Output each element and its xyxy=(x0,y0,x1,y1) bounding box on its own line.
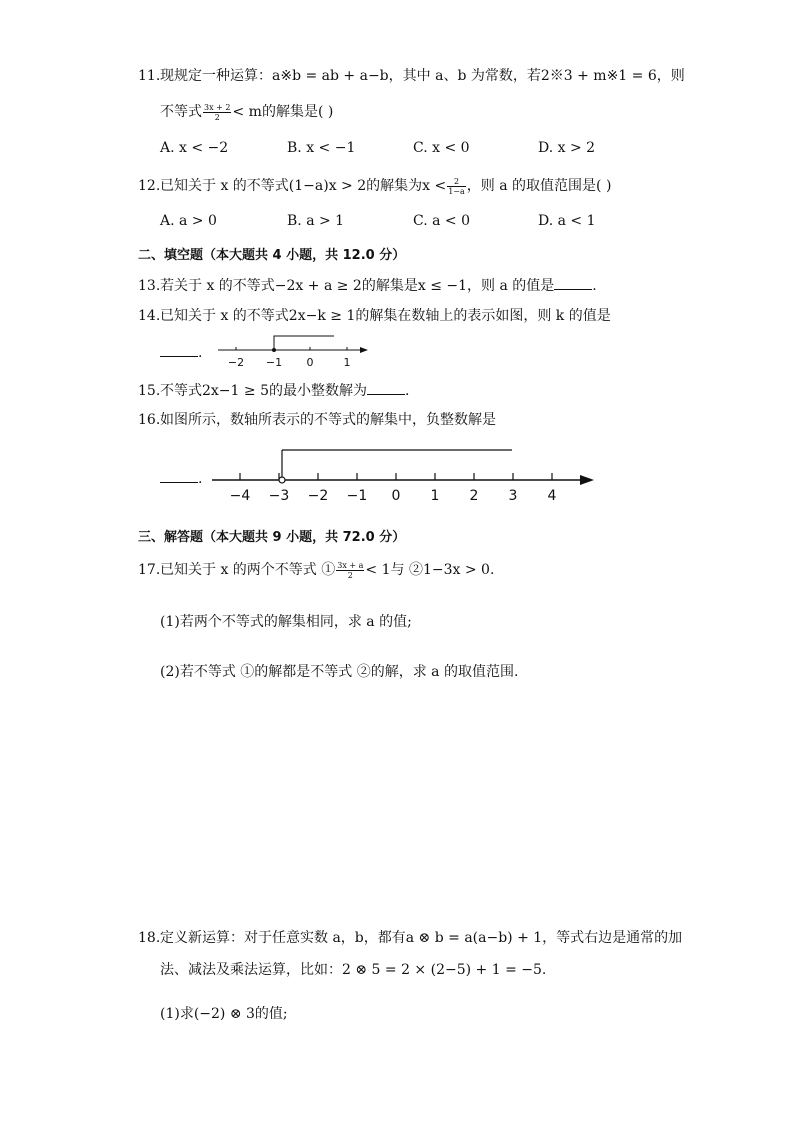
section-heading: 三、解答题（本大题共 9 小题，共 72.0 分） xyxy=(138,530,406,545)
question-text: 现规定一种运算：a※b = ab + a−b，其中 a、b 为常数，若2※3 + m※1 = 6，则 xyxy=(160,68,685,84)
tick-label: 0 xyxy=(391,488,401,504)
text-fragment: 不等式 xyxy=(160,104,202,120)
text-fragment: . xyxy=(198,471,203,487)
question-number: 17. xyxy=(138,562,161,578)
answer-blank[interactable] xyxy=(160,468,198,483)
numerator: 3x + a xyxy=(337,560,364,570)
number-line-large xyxy=(208,440,600,506)
question-text: 不等式2x−1 ≥ 5的最小整数解为 xyxy=(160,383,367,399)
option-c[interactable]: C. a < 0 xyxy=(413,213,470,229)
option-b[interactable]: B. x < −1 xyxy=(287,140,356,156)
question-number: 18. xyxy=(138,930,161,946)
question-number: 15. xyxy=(138,383,161,399)
option-b[interactable]: B. a > 1 xyxy=(287,213,345,229)
question-17 xyxy=(138,560,494,580)
question-14 xyxy=(138,306,611,326)
question-number: 11. xyxy=(138,68,161,84)
question-text: 已知关于 x 的不等式2x−k ≥ 1的解集在数轴上的表示如图，则 k 的值是 xyxy=(160,308,611,324)
question-text: 定义新运算：对于任意实数 a，b，都有a ⊗ b = a(a−b) + 1，等式右边是通常的加 xyxy=(160,930,683,946)
question-16 xyxy=(138,410,496,430)
axis-labels xyxy=(230,488,557,504)
tick-label: −3 xyxy=(268,488,290,504)
answer-blank[interactable] xyxy=(367,380,405,395)
text-fragment: . xyxy=(404,383,410,399)
tick-label: 0 xyxy=(306,356,314,369)
question-number: 16. xyxy=(138,412,161,428)
fraction xyxy=(203,103,231,122)
question-16-answer xyxy=(160,468,202,489)
tick-label: −2 xyxy=(307,488,329,504)
section-heading: 二、填空题（本大题共 4 小题，共 12.0 分） xyxy=(138,248,406,263)
arrow-head xyxy=(580,475,594,485)
text-fragment: 已知关于 x 的不等式(1−a)x > 2的解集为x < xyxy=(160,178,447,194)
option-d[interactable]: D. x > 2 xyxy=(538,140,596,156)
question-15 xyxy=(138,380,409,401)
question-17-part1: (1)若两个不等式的解集相同，求 a 的值; xyxy=(160,614,412,630)
denominator: 2 xyxy=(214,112,220,122)
arrow-head xyxy=(360,347,368,353)
tick-label: 1 xyxy=(343,356,351,369)
question-12 xyxy=(138,176,611,196)
question-18 xyxy=(138,928,682,948)
answer-blank[interactable] xyxy=(554,275,592,290)
numerator: 3x + 2 xyxy=(204,102,231,112)
question-number: 14. xyxy=(138,308,161,324)
option-d[interactable]: D. a < 1 xyxy=(538,213,596,229)
question-text: 如图所示，数轴所表示的不等式的解集中，负整数解是 xyxy=(160,412,496,428)
question-number: 13. xyxy=(138,278,161,294)
number-line-small xyxy=(210,330,380,372)
option-a[interactable]: A. x < −2 xyxy=(160,140,229,156)
question-13 xyxy=(138,275,597,296)
numerator: 2 xyxy=(447,177,466,187)
question-14-answer xyxy=(160,342,202,363)
text-fragment: . xyxy=(592,278,597,294)
option-c[interactable]: C. x < 0 xyxy=(413,140,470,156)
question-number: 12. xyxy=(138,178,161,194)
question-18-line2: 法、减法及乘法运算，比如：2 ⊗ 5 = 2 × (2−5) + 1 = −5. xyxy=(160,962,547,978)
question-18-part1: (1)求(−2) ⊗ 3的值; xyxy=(160,1006,288,1022)
denominator: 1−a xyxy=(448,186,465,196)
text-fragment: < 1与 ②1−3x > 0. xyxy=(365,562,495,578)
denominator: 2 xyxy=(347,570,353,580)
text-fragment: . xyxy=(198,345,203,361)
text-fragment: ，则 a 的取值范围是( ) xyxy=(466,178,612,194)
option-a[interactable]: A. a > 0 xyxy=(160,213,217,229)
text-fragment: 已知关于 x 的两个不等式 ① xyxy=(160,562,336,578)
open-point xyxy=(279,477,285,483)
tick-label: −4 xyxy=(229,488,251,504)
tick-label: 4 xyxy=(547,488,557,504)
question-11 xyxy=(138,66,685,86)
question-text: 若关于 x 的不等式−2x + a ≥ 2的解集是x ≤ −1，则 a 的值是 xyxy=(160,278,555,294)
text-fragment: < m的解集是( ) xyxy=(232,104,334,120)
tick-label: 3 xyxy=(508,488,518,504)
tick-label: −1 xyxy=(346,488,368,504)
fraction xyxy=(336,561,364,580)
fraction xyxy=(447,177,466,196)
tick-label: 2 xyxy=(469,488,479,504)
tick-label: −2 xyxy=(227,356,245,369)
tick-label: 1 xyxy=(430,488,440,504)
axis-ticks xyxy=(240,473,552,480)
question-11-line2 xyxy=(160,102,333,122)
question-17-part2: (2)若不等式 ①的解都是不等式 ②的解，求 a 的取值范围. xyxy=(160,664,519,680)
tick-label: −1 xyxy=(265,356,283,369)
answer-blank[interactable] xyxy=(160,342,198,357)
solution-ray xyxy=(274,336,334,350)
